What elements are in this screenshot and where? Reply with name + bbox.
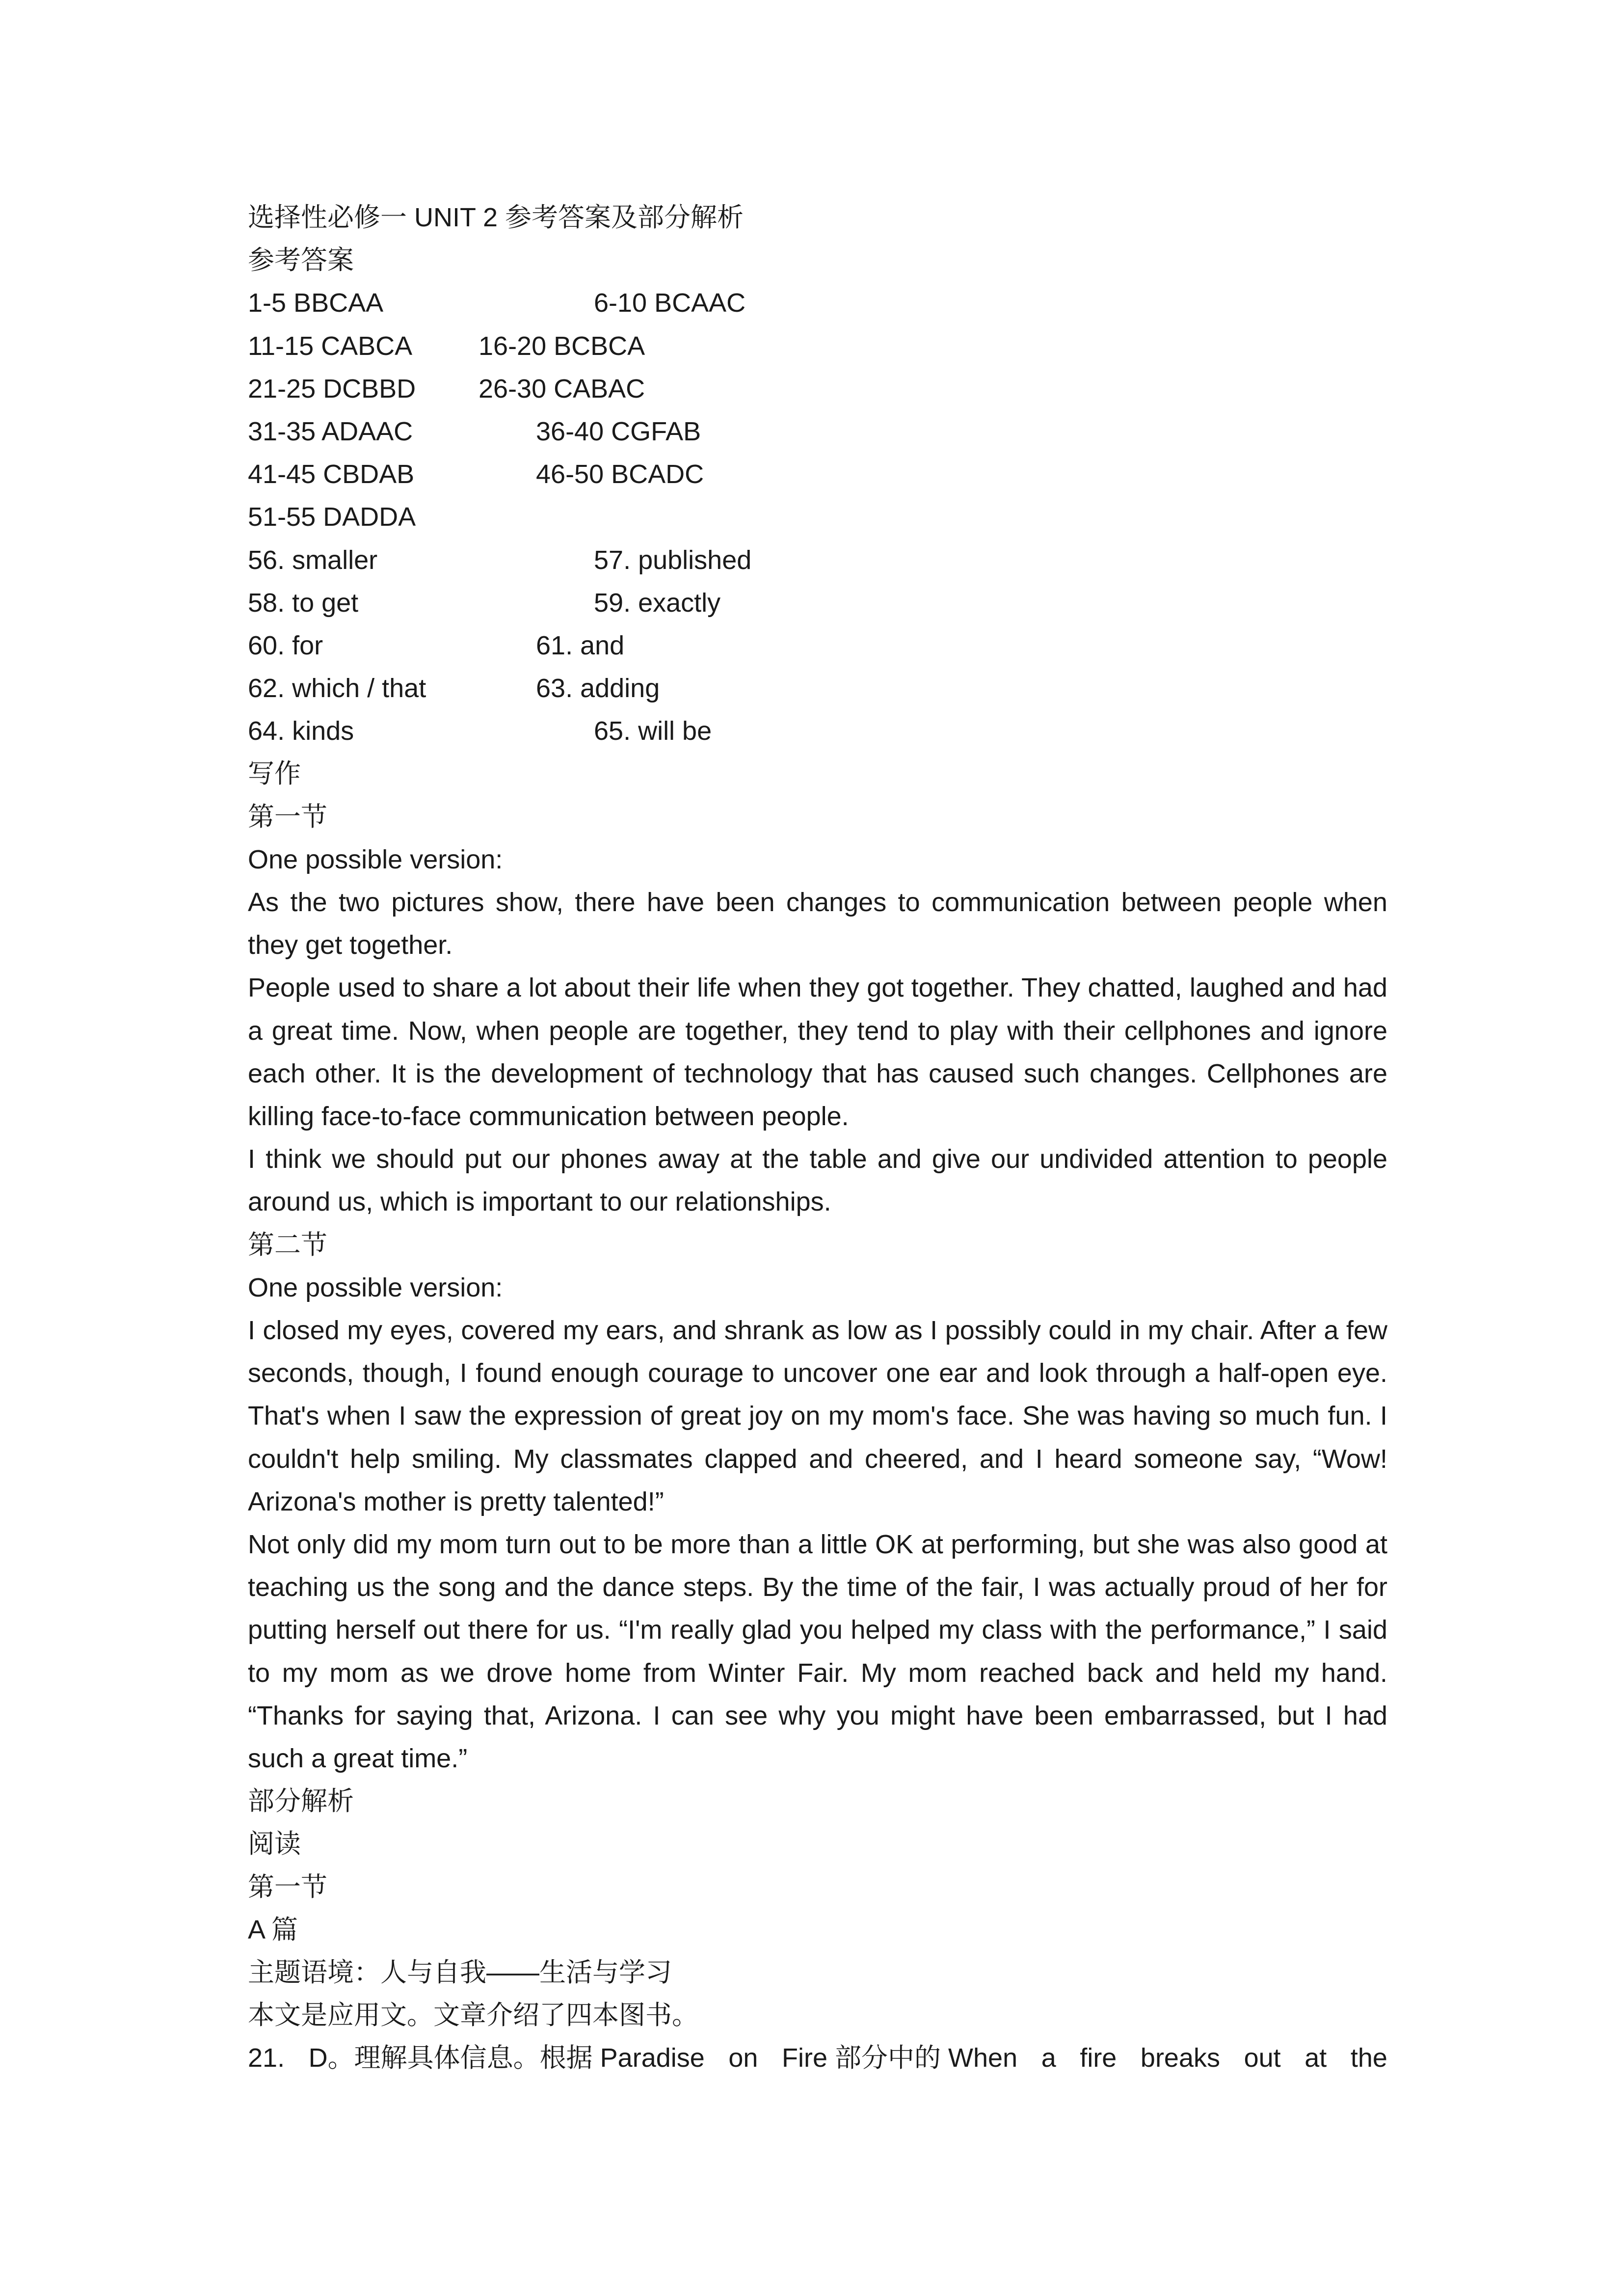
theme-context: 主题语境：人与自我——生活与学习 bbox=[248, 1957, 672, 1987]
answer-row bbox=[248, 710, 1387, 753]
passage-heading: A 篇 bbox=[248, 1915, 298, 1945]
answer-item: 36-40 CGFAB bbox=[536, 416, 701, 446]
answer-item: 11-15 CABCA bbox=[248, 331, 413, 361]
answer-row bbox=[248, 453, 1387, 496]
answer-item: 62. which / that bbox=[248, 674, 426, 703]
answer-item: 26-30 CABAC bbox=[479, 374, 645, 404]
answer-item: 56. smaller bbox=[248, 545, 378, 575]
answer-item: 57. published bbox=[594, 545, 752, 575]
passage-intro: 本文是应用文。文章介绍了四本图书。 bbox=[248, 2000, 698, 2030]
answer-row bbox=[248, 368, 1387, 410]
essay-paragraph: As the two pictures show, there have been changes to communication between people when they get together. bbox=[248, 888, 1387, 960]
answer-item: 65. will be bbox=[594, 716, 712, 746]
explanation-word: Fire 部分中的 When bbox=[782, 2043, 1018, 2073]
explanation-word: fire bbox=[1080, 2043, 1117, 2073]
explanation-word: D。理解具体信息。根据 Paradise bbox=[308, 2043, 705, 2073]
section-heading: 第一节 bbox=[248, 1872, 327, 1902]
answer-item: 60. for bbox=[248, 630, 323, 660]
essay-paragraph: I closed my eyes, covered my ears, and shrank as low as I possibly could in my chair. After a few seconds, though, I found enough courage to uncover one ear and look through a half-open eye. That's when I saw the expression of great joy on my mom's face. She was having so much fun. I couldn't help smiling. My classmates clapped and cheered, and I heard someone say, “Wow! Arizona's mother is pretty talented!” bbox=[248, 1316, 1387, 1516]
section-heading: 第二节 bbox=[248, 1230, 327, 1260]
explanation-word: at bbox=[1304, 2043, 1327, 2073]
answer-item: 31-35 ADAAC bbox=[248, 416, 413, 446]
answer-item: 46-50 BCADC bbox=[536, 459, 704, 489]
explanation-word: 21. bbox=[248, 2043, 285, 2073]
answer-item: 58. to get bbox=[248, 588, 359, 618]
answer-item: 41-45 CBDAB bbox=[248, 459, 415, 489]
question-21-explanation bbox=[248, 2037, 1387, 2080]
answer-item: 6-10 BCAAC bbox=[594, 288, 746, 318]
answer-item: 61. and bbox=[536, 630, 625, 660]
essay-paragraph: I think we should put our phones away at the table and give our undivided attention to people around us, which is important to our relationships. bbox=[248, 1144, 1387, 1217]
answer-row bbox=[248, 410, 1387, 453]
explanation-word: on bbox=[728, 2043, 758, 2073]
essay-paragraph: People used to share a lot about their life when they got together. They chatted, laughed and had a great time. Now, when people are together, they tend to play with their cellphones and ignore each other. It is the development of technology that has caused such changes. Cellphones are killing face-to-face communication between people. bbox=[248, 973, 1387, 1132]
reading-heading: 阅读 bbox=[248, 1829, 301, 1859]
answer-item: 63. adding bbox=[536, 674, 660, 703]
answer-item: 64. kinds bbox=[248, 716, 354, 746]
writing-heading: 写作 bbox=[248, 759, 301, 789]
answer-item: 59. exactly bbox=[594, 588, 721, 618]
answer-row bbox=[248, 496, 1387, 539]
answer-item: 51-55 DADDA bbox=[248, 502, 416, 532]
answer-row bbox=[248, 667, 1387, 710]
answers-heading: 参考答案 bbox=[248, 245, 354, 275]
explanation-word: the bbox=[1350, 2043, 1387, 2073]
answer-row bbox=[248, 282, 1387, 324]
answer-row bbox=[248, 539, 1387, 582]
section-heading: 第一节 bbox=[248, 802, 327, 832]
explanation-word: breaks bbox=[1140, 2043, 1220, 2073]
explanation-word: a bbox=[1041, 2043, 1056, 2073]
possible-version-label: One possible version: bbox=[248, 1272, 503, 1302]
answer-row bbox=[248, 624, 1387, 667]
answer-item: 16-20 BCBCA bbox=[479, 331, 645, 361]
document-title: 选择性必修一 UNIT 2 参考答案及部分解析 bbox=[248, 203, 744, 232]
explanation-word: out bbox=[1244, 2043, 1281, 2073]
possible-version-label: One possible version: bbox=[248, 844, 503, 874]
document-content bbox=[248, 196, 1387, 2080]
answer-row bbox=[248, 582, 1387, 624]
analysis-heading: 部分解析 bbox=[248, 1786, 354, 1816]
answer-item: 21-25 DCBBD bbox=[248, 374, 416, 404]
answer-item: 1-5 BBCAA bbox=[248, 288, 384, 318]
answer-row bbox=[248, 325, 1387, 368]
essay-paragraph: Not only did my mom turn out to be more than a little OK at performing, but she was also good at teaching us the song and the dance steps. By the time of the fair, I was actually proud of her for putting herself out there for us. “I'm really glad you helped my class with the performance,” I said to my mom as we drove home from Winter Fair. My mom reached back and held my hand. “Thanks for saying that, Arizona. I can see why you might have been embarrassed, but I had such a great time.” bbox=[248, 1530, 1387, 1774]
